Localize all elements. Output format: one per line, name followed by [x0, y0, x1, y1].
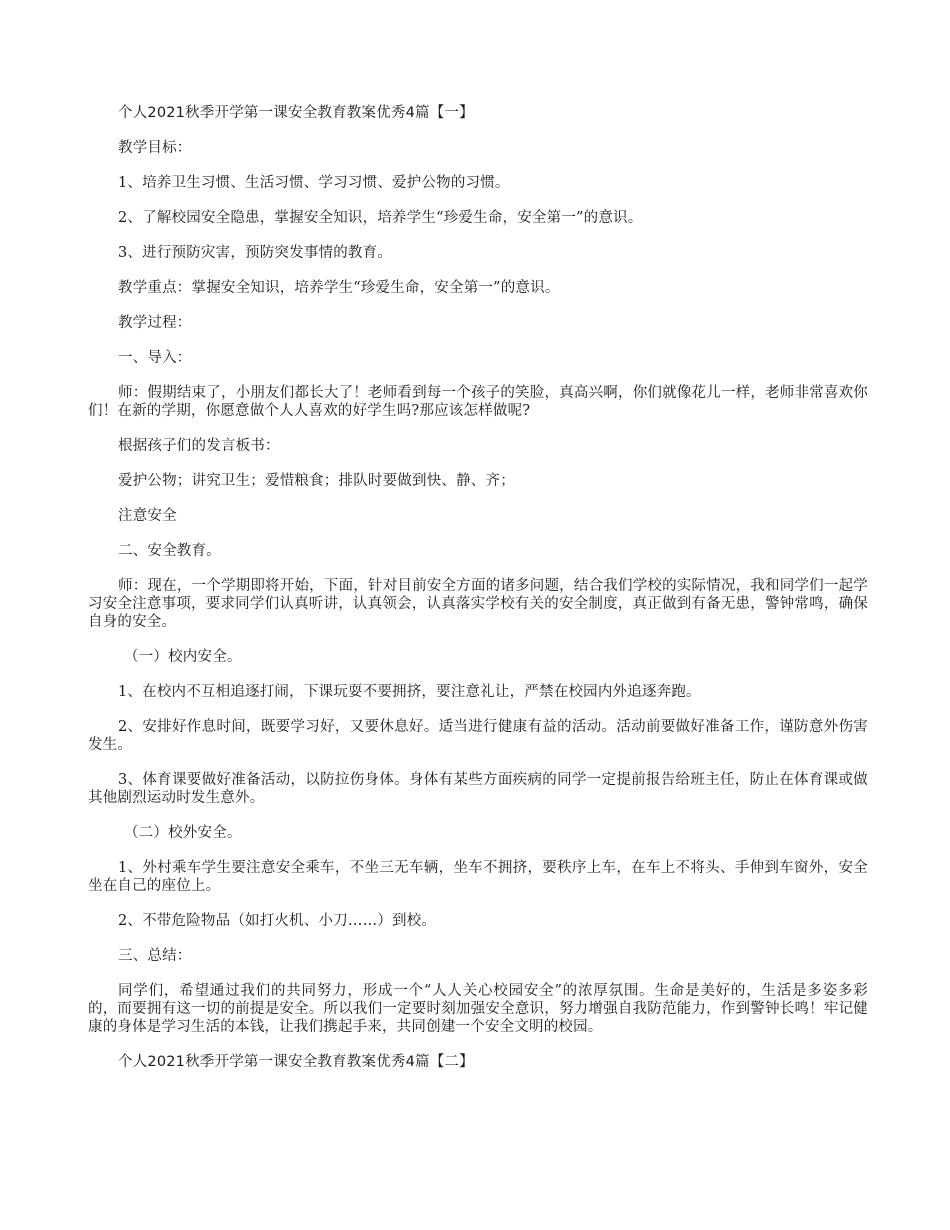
paragraph: 三、总结： [118, 948, 192, 964]
paragraph: （一）校内安全。 [124, 649, 242, 665]
paragraph: 2、了解校园安全隐患，掌握安全知识，培养学生“珍爱生命，安全第一”的意识。 [118, 210, 643, 226]
paragraph: 3、体育课要做好准备活动，以防拉伤身体。身体有某些方面疾病的同学一定提前报告给班主任，防止在体育课或做其他剧烈运动时发生意外。 [88, 772, 868, 806]
paragraph: 1、培养卫生习惯、生活习惯、学习习惯、爱护公物的习惯。 [118, 175, 510, 191]
paragraph: 注意安全 [118, 508, 177, 524]
paragraph: 教学重点：掌握安全知识，培养学生“珍爱生命，安全第一”的意识。 [118, 280, 560, 296]
paragraph: 3、进行预防灾害，预防突发事情的教育。 [118, 245, 393, 261]
paragraph: 教学目标： [118, 140, 192, 156]
paragraph: 2、安排好作息时间，既要学习好，又要休息好。适当进行健康有益的活动。活动前要做好准备工作，谨防意外伤害发生。 [88, 719, 868, 753]
paragraph: 教学过程： [118, 315, 192, 331]
paragraph: 1、在校内不互相追逐打闹，下课玩耍不要拥挤，要注意礼让，严禁在校园内外追逐奔跑。 [118, 684, 701, 700]
paragraph: （二）校外安全。 [124, 825, 242, 841]
document-body [88, 104, 868, 1088]
paragraph: 一、导入： [118, 350, 192, 366]
paragraph: 爱护公物；讲究卫生；爱惜粮食；排队时要做到快、静、齐； [118, 473, 515, 489]
section-title-2: 个人2021秋季开学第一课安全教育教案优秀4篇【二】 [118, 1054, 474, 1070]
paragraph: 同学们，希望通过我们的共同努力，形成一个“人人关心校园安全”的浓厚氛围。生命是美好的，生活是多姿多彩的，而要拥有这一切的前提是安全。所以我们一定要时刻加强安全意识，努力增强自我防范能力，作到警钟长鸣！牢记健康的身体是学习生活的本钱，让我们携起手来，共同创建一个安全文明的校园。 [88, 983, 868, 1035]
section-title-1: 个人2021秋季开学第一课安全教育教案优秀4篇【一】 [118, 105, 474, 121]
paragraph: 根据孩子们的发言板书： [118, 438, 280, 454]
paragraph: 师：现在，一个学期即将开始，下面，针对目前安全方面的诸多问题，结合我们学校的实际情况，我和同学们一起学习安全注意事项，要求同学们认真听讲，认真领会，认真落实学校有关的安全制度，真正做到有备无患，警钟常鸣，确保自身的安全。 [88, 578, 868, 630]
paragraph: 2、不带危险物品（如打火机、小刀……）到校。 [118, 913, 437, 929]
paragraph: 二、安全教育。 [118, 543, 221, 559]
paragraph: 1、外村乘车学生要注意安全乘车，不坐三无车辆，坐车不拥挤，要秩序上车，在车上不将头、手伸到车窗外，安全坐在自己的座位上。 [88, 860, 868, 894]
paragraph: 师：假期结束了，小朋友们都长大了！老师看到每一个孩子的笑脸，真高兴啊，你们就像花儿一样，老师非常喜欢你们！在新的学期，你愿意做个人人喜欢的好学生吗?那应该怎样做呢? [88, 385, 868, 419]
